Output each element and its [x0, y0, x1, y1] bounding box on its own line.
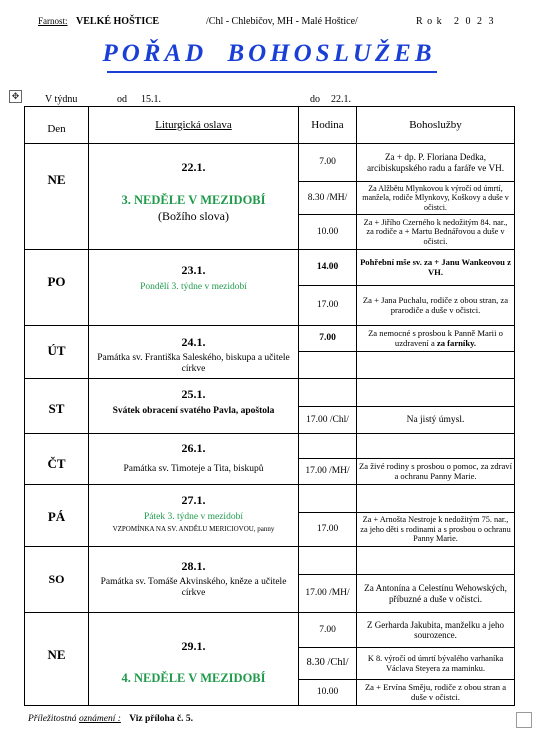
mass-intention: Pohřební mše sv. za + Janu Wankeovou z VH.: [360, 256, 511, 277]
column-header-hour: Hodina: [311, 118, 344, 131]
mass-intention: Z Gerharda Jakubita, manželku a jeho sourozence.: [367, 619, 504, 640]
mass-intention: Za + Ervína Směju, rodiče z obou stran a duše v očistci.: [364, 681, 507, 702]
mass-intention: Za Alžbětu Mlynkovou k výročí od úmrtí, manžela, rodiče Mlynkovy, Koškovy a duše v očistci.: [362, 184, 509, 212]
mass-time: 17.00 /Chl/: [306, 414, 349, 425]
day-label: ÚT: [47, 342, 66, 358]
row-divider: [24, 484, 515, 485]
feast-name: 3. NEDĚLE V MEZIDOBÍ: [121, 192, 266, 207]
feast-name: 4. NEDĚLE V MEZIDOBÍ: [121, 670, 266, 685]
subrow-divider: [298, 351, 515, 352]
row-divider: [24, 378, 515, 379]
attachment-reference: Viz příloha č. 5.: [129, 714, 194, 724]
day-label: ČT: [47, 455, 66, 471]
week-to-date: 22.1.: [331, 94, 351, 105]
mass-intention: K 8. výročí od úmrtí bývalého varhaníka Václava Steyera za maminku.: [367, 653, 504, 673]
feast-name: Pátek 3. týdne v mezidobí: [144, 511, 243, 522]
day-date: 23.1.: [181, 263, 206, 278]
week-to-label: do: [310, 94, 320, 105]
day-label: SO: [48, 572, 65, 587]
week-prefix: V týdnu: [45, 94, 78, 105]
week-from-label: od: [117, 94, 127, 105]
mass-intention: Za živé rodiny s prosbou o pomoc, za zdraví a ochranu Panny Marie.: [359, 460, 512, 481]
parish-name: VELKÉ HOŠTICE: [76, 16, 160, 27]
day-date: 24.1.: [181, 335, 206, 350]
mass-time: 8.30 /MH/: [307, 192, 348, 203]
announcements-footer: [28, 714, 193, 724]
feast-name: Památka sv. Timoteje a Tita, biskupů: [123, 463, 264, 474]
mass-time: 8.30 /Chl/: [306, 657, 349, 669]
day-date: 29.1.: [181, 639, 206, 654]
column-header-services: Bohoslužby: [409, 118, 462, 131]
day-date: 27.1.: [181, 493, 206, 508]
parish-header: [38, 16, 496, 27]
feast-note: VZPOMÍNKA NA SV. ANDĚLU MERICIOVOU, panny: [112, 524, 275, 533]
day-label: PÁ: [47, 508, 66, 524]
intention-text: Za nemocné s prosbou k Panně Marii o uzdravení a: [368, 327, 503, 348]
week-from-date: 15.1.: [141, 94, 161, 105]
schedule-table: [24, 106, 515, 706]
row-divider: [24, 546, 515, 547]
parish-label: Farnost:: [38, 16, 68, 26]
announcements-label-underlined: oznámení :: [78, 714, 121, 724]
title-underline: [107, 71, 437, 73]
announcements-label: Příležitostná: [28, 714, 77, 724]
table-resize-handle[interactable]: [516, 712, 532, 728]
feast-name: Památka sv. Františka Saleského, biskupa a učitele církve: [97, 353, 290, 374]
intention-highlight: za farníky.: [436, 337, 477, 348]
mass-time: 7.00: [319, 157, 336, 168]
mass-time: 17.00: [316, 524, 339, 535]
page-title: POŘAD BOHOSLUŽEB: [102, 40, 436, 67]
table-border-bottom: [24, 705, 515, 706]
mass-time: 17.00 /MH/: [305, 588, 350, 599]
day-date: 28.1.: [181, 559, 206, 574]
mass-intention: [357, 326, 514, 351]
mass-intention: Za + Jana Puchalu, rodiče z obou stran, za prarodiče a duše v očistci.: [362, 294, 509, 315]
feast-name: Pondělí 3. týdne v mezidobí: [140, 281, 247, 292]
mass-time: 17.00: [316, 300, 339, 311]
mass-intention: Za Antonína a Celestínu Wehowských, příbuzné a duše v očistci.: [364, 582, 507, 604]
column-header-day: Den: [47, 123, 66, 136]
day-label: ST: [48, 400, 65, 416]
mass-time: 7.00: [319, 624, 336, 635]
mass-time: 10.00: [316, 226, 339, 237]
feast-name: Svátek obracení svatého Pavla, apoštola: [112, 405, 275, 416]
mass-intention: Za + Jiřího Czerného k nedožitým 84. nar., za rodiče a + Martu Bednářovou a duše v očistci.: [363, 217, 508, 246]
mass-time: 7.00: [319, 333, 336, 344]
day-date: 26.1.: [181, 441, 206, 456]
column-header-liturgy: Liturgická oslava: [155, 118, 232, 131]
feast-note: (Božího slova): [158, 209, 229, 224]
mass-time: 14.00: [316, 262, 339, 273]
mass-intention: Za + Arnošta Nestroje k nedožitým 75. nar., za jeho děti s rodinami a s prosbou o ochranu Panny Marie.: [360, 515, 511, 544]
year-value: 2 0 2 3: [454, 16, 496, 27]
mass-intention: Na jistý úmysl.: [406, 414, 465, 425]
feast-name: Památka sv. Tomáše Akvinského, kněze a učitele církve: [100, 577, 287, 598]
row-divider: [24, 433, 515, 434]
day-date: 22.1.: [181, 160, 206, 175]
day-label: NE: [47, 646, 66, 662]
year-label: R o k: [416, 16, 443, 27]
mass-time: 10.00: [316, 687, 339, 698]
day-date: 25.1.: [181, 387, 206, 402]
mass-intention: Za + dp. P. Floriana Dedka, arcibiskupského radu a faráře ve VH.: [366, 151, 505, 173]
mass-time: 17.00 /MH/: [305, 466, 350, 477]
day-label: NE: [47, 171, 66, 187]
day-label: PO: [47, 274, 66, 290]
locations-note: /Chl - Chlebičov, MH - Malé Hoštice/: [206, 16, 358, 27]
table-move-handle-icon[interactable]: ✥: [9, 90, 22, 103]
